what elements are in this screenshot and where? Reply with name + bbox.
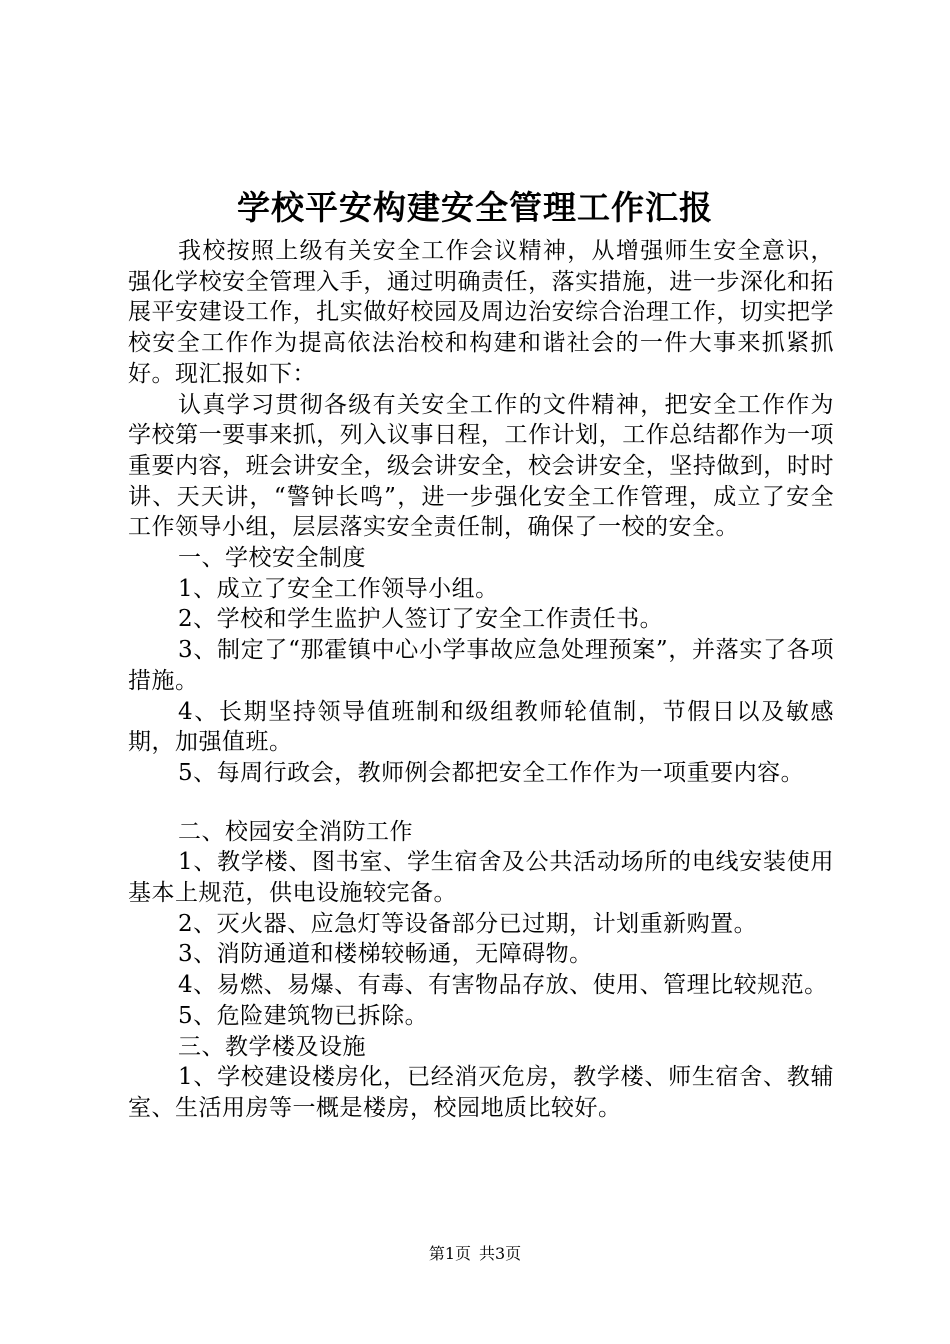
- list-item: 4、易燃、易爆、有毒、有害物品存放、使用、管理比较规范。: [178, 972, 828, 999]
- list-item: 5、每周行政会，教师例会都把安全工作作为一项重要内容。: [178, 759, 805, 786]
- list-item: 5、危险建筑物已拆除。: [178, 1002, 429, 1029]
- list-item: 1、成立了安全工作领导小组。: [178, 575, 499, 602]
- list-item: 2、灭火器、应急灯等设备部分已过期，计划重新购置。: [178, 910, 758, 937]
- list-item: 1、教学楼、图书室、学生宿舍及公共活动场所的电线安装使用基本上规范，供电设施较完备。: [128, 849, 834, 907]
- page-footer: [0, 1243, 950, 1265]
- document-body: [128, 236, 834, 1124]
- blank-line: [128, 789, 834, 817]
- list-item: 3、消防通道和楼梯较畅通，无障碍物。: [178, 941, 593, 968]
- section-heading: 二、校园安全消防工作: [178, 818, 413, 845]
- page-total: 共3页: [479, 1244, 522, 1263]
- list-item: 3、制定了“那霍镇中心小学事故应急处理预案”，并落实了各项措施。: [128, 637, 834, 694]
- section-heading: 三、教学楼及设施: [178, 1033, 366, 1060]
- section-heading: 一、学校安全制度: [178, 545, 366, 572]
- list-item: 2、学校和学生监护人签订了安全工作责任书。: [178, 606, 664, 633]
- document-title: 学校平安构建安全管理工作汇报: [237, 188, 713, 227]
- list-item: 1、学校建设楼房化，已经消灭危房，教学楼、师生宿舍、教辅室、生活用房等一概是楼房，校园地质比较好。: [128, 1064, 834, 1121]
- page-number: 第1页: [428, 1244, 471, 1263]
- study-paragraph: 认真学习贯彻各级有关安全工作的文件精神，把安全工作作为学校第一要事来抓，列入议事日程，工作计划，工作总结都作为一项重要内容，班会讲安全，级会讲安全，校会讲安全，坚持做到，时时讲、天天讲，“警钟长鸣”，进一步强化安全工作管理，成立了安全工作领导小组，层层落实安全责任制，确保了一校的安全。: [128, 391, 834, 541]
- intro-paragraph: 我校按照上级有关安全工作会议精神，从增强师生安全意识，强化学校安全管理入手，通过明确责任，落实措施，进一步深化和拓展平安建设工作，扎实做好校园及周边治安综合治理工作，切实把学校安全工作作为提高依法治校和构建和谐社会的一件大事来抓紧抓好。现汇报如下：: [128, 238, 834, 387]
- list-item: 4、长期坚持领导值班制和级组教师轮值制，节假日以及敏感期，加强值班。: [128, 698, 834, 756]
